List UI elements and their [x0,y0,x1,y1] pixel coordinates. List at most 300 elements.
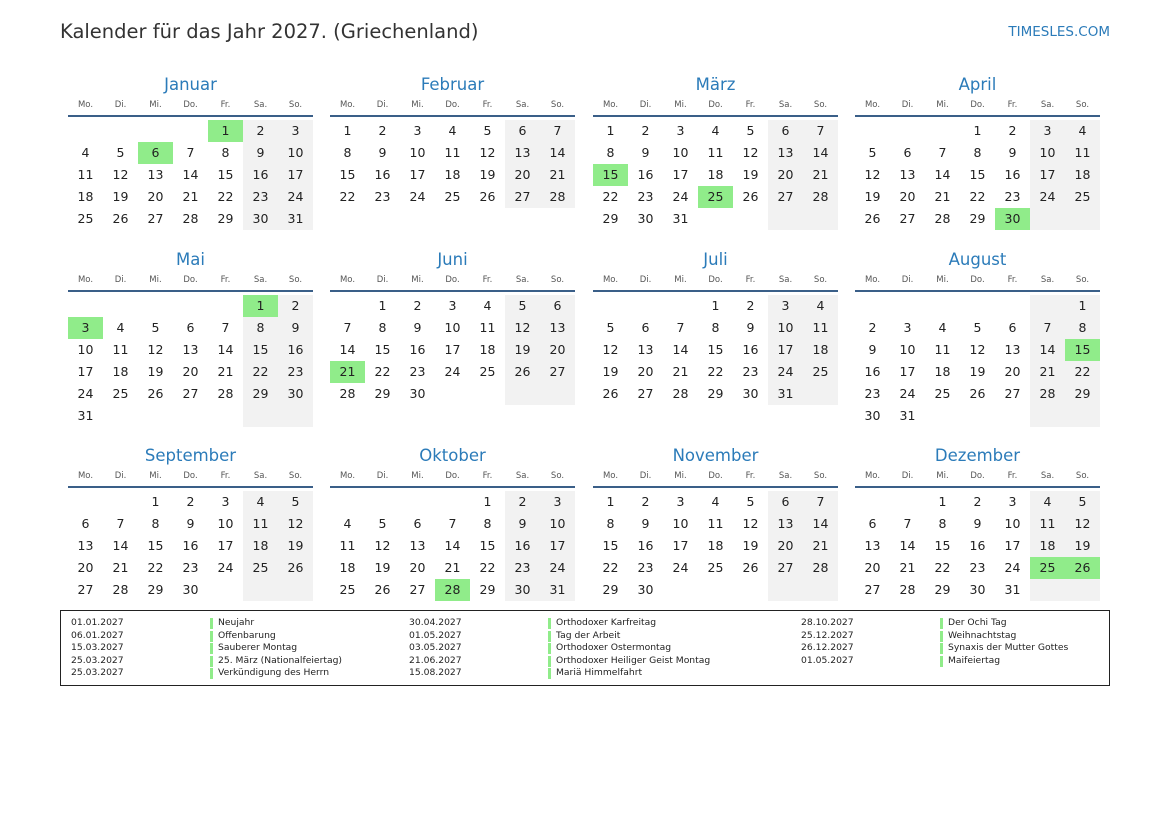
day-cell[interactable]: 7 [186,145,195,160]
day-cell[interactable]: 20 [182,364,199,379]
day-cell[interactable]: 10 [899,342,916,357]
day-cell[interactable]: 24 [409,189,426,204]
day-cell[interactable]: 18 [934,364,951,379]
day-cell[interactable]: 21 [899,560,916,575]
day-cell[interactable]: 29 [969,211,986,226]
day-cell[interactable]: 10 [1039,145,1056,160]
day-cell[interactable]: 22 [1074,364,1091,379]
day-cell[interactable]: 19 [602,364,619,379]
day-cell[interactable]: 2 [378,123,387,138]
day-cell[interactable]: 27 [182,386,199,401]
day-cell[interactable]: 4 [1043,494,1052,509]
day-cell[interactable]: 2 [186,494,195,509]
day-cell[interactable]: 16 [637,167,654,182]
day-cell[interactable]: 11 [1074,145,1091,160]
day-cell[interactable]: 2 [1008,123,1017,138]
day-cell[interactable]: 3 [413,123,422,138]
day-cell[interactable]: 7 [816,494,825,509]
day-cell[interactable]: 10 [287,145,304,160]
day-cell[interactable]: 11 [77,167,94,182]
day-cell[interactable]: 16 [864,364,881,379]
day-cell[interactable]: 3 [448,298,457,313]
day-cell[interactable]: 5 [378,516,387,531]
day-cell[interactable]: 31 [77,408,94,423]
day-cell[interactable]: 6 [781,494,790,509]
day-cell[interactable]: 6 [903,145,912,160]
day-cell[interactable]: 23 [409,364,426,379]
day-cell[interactable]: 31 [777,386,794,401]
day-cell[interactable]: 14 [934,167,951,182]
day-cell[interactable]: 22 [602,189,619,204]
day-cell[interactable]: 6 [641,320,650,335]
day-cell[interactable]: 21 [112,560,129,575]
day-cell[interactable]: 21 [217,364,234,379]
day-cell[interactable]: 30 [742,386,759,401]
day-cell[interactable]: 12 [1074,516,1091,531]
day-cell[interactable]: 11 [112,342,129,357]
day-cell[interactable]: 22 [707,364,724,379]
day-cell[interactable]: 4 [256,494,265,509]
day-cell[interactable]: 7 [903,516,912,531]
day-cell[interactable]: 16 [252,167,269,182]
day-cell[interactable]: 23 [374,189,391,204]
day-cell[interactable]: 21 [182,189,199,204]
day-cell[interactable]: 12 [602,342,619,357]
day-cell[interactable]: 10 [549,516,566,531]
day-cell[interactable]: 7 [816,123,825,138]
day-cell[interactable]: 26 [112,211,129,226]
day-cell[interactable]: 28 [549,189,566,204]
holiday-day-cell[interactable]: 1 [208,120,243,142]
day-cell[interactable]: 1 [1078,298,1087,313]
day-cell[interactable]: 8 [973,145,982,160]
day-cell[interactable]: 20 [77,560,94,575]
day-cell[interactable]: 3 [221,494,230,509]
day-cell[interactable]: 21 [812,167,829,182]
day-cell[interactable]: 26 [374,582,391,597]
day-cell[interactable]: 4 [711,123,720,138]
day-cell[interactable]: 5 [518,298,527,313]
day-cell[interactable]: 28 [217,386,234,401]
day-cell[interactable]: 18 [444,167,461,182]
day-cell[interactable]: 3 [676,494,685,509]
day-cell[interactable]: 28 [812,560,829,575]
day-cell[interactable]: 8 [483,516,492,531]
day-cell[interactable]: 23 [637,560,654,575]
day-cell[interactable]: 12 [742,516,759,531]
day-cell[interactable]: 1 [973,123,982,138]
day-cell[interactable]: 20 [147,189,164,204]
day-cell[interactable]: 13 [514,145,531,160]
day-cell[interactable]: 19 [287,538,304,553]
day-cell[interactable]: 15 [602,538,619,553]
day-cell[interactable]: 17 [549,538,566,553]
day-cell[interactable]: 11 [707,145,724,160]
holiday-day-cell[interactable]: 25 [698,186,733,208]
day-cell[interactable]: 22 [252,364,269,379]
day-cell[interactable]: 1 [343,123,352,138]
day-cell[interactable]: 30 [252,211,269,226]
day-cell[interactable]: 10 [672,145,689,160]
day-cell[interactable]: 27 [77,582,94,597]
day-cell[interactable]: 11 [444,145,461,160]
day-cell[interactable]: 29 [147,582,164,597]
day-cell[interactable]: 5 [291,494,300,509]
day-cell[interactable]: 9 [256,145,265,160]
day-cell[interactable]: 8 [1078,320,1087,335]
day-cell[interactable]: 18 [1074,167,1091,182]
day-cell[interactable]: 30 [637,211,654,226]
day-cell[interactable]: 17 [77,364,94,379]
day-cell[interactable]: 20 [637,364,654,379]
day-cell[interactable]: 14 [112,538,129,553]
day-cell[interactable]: 22 [217,189,234,204]
day-cell[interactable]: 13 [1004,342,1021,357]
day-cell[interactable]: 10 [777,320,794,335]
day-cell[interactable]: 30 [182,582,199,597]
day-cell[interactable]: 30 [287,386,304,401]
day-cell[interactable]: 17 [217,538,234,553]
day-cell[interactable]: 9 [413,320,422,335]
day-cell[interactable]: 12 [514,320,531,335]
holiday-day-cell[interactable]: 3 [68,317,103,339]
day-cell[interactable]: 24 [287,189,304,204]
day-cell[interactable]: 27 [777,189,794,204]
day-cell[interactable]: 23 [514,560,531,575]
day-cell[interactable]: 19 [112,189,129,204]
day-cell[interactable]: 15 [339,167,356,182]
day-cell[interactable]: 4 [711,494,720,509]
day-cell[interactable]: 20 [514,167,531,182]
day-cell[interactable]: 25 [77,211,94,226]
day-cell[interactable]: 6 [413,516,422,531]
day-cell[interactable]: 23 [637,189,654,204]
day-cell[interactable]: 12 [147,342,164,357]
day-cell[interactable]: 21 [444,560,461,575]
day-cell[interactable]: 11 [339,538,356,553]
day-cell[interactable]: 20 [549,342,566,357]
day-cell[interactable]: 31 [1004,582,1021,597]
day-cell[interactable]: 8 [378,320,387,335]
day-cell[interactable]: 8 [711,320,720,335]
holiday-day-cell[interactable]: 28 [435,579,470,601]
day-cell[interactable]: 24 [549,560,566,575]
day-cell[interactable]: 24 [77,386,94,401]
day-cell[interactable]: 7 [553,123,562,138]
day-cell[interactable]: 18 [812,342,829,357]
day-cell[interactable]: 25 [479,364,496,379]
day-cell[interactable]: 29 [479,582,496,597]
day-cell[interactable]: 27 [899,211,916,226]
day-cell[interactable]: 15 [252,342,269,357]
day-cell[interactable]: 13 [409,538,426,553]
day-cell[interactable]: 14 [217,342,234,357]
day-cell[interactable]: 11 [1039,516,1056,531]
day-cell[interactable]: 28 [182,211,199,226]
day-cell[interactable]: 3 [903,320,912,335]
day-cell[interactable]: 9 [291,320,300,335]
day-cell[interactable]: 6 [518,123,527,138]
day-cell[interactable]: 8 [606,145,615,160]
day-cell[interactable]: 16 [409,342,426,357]
day-cell[interactable]: 3 [1043,123,1052,138]
day-cell[interactable]: 12 [864,167,881,182]
day-cell[interactable]: 11 [812,320,829,335]
day-cell[interactable]: 26 [742,189,759,204]
day-cell[interactable]: 26 [287,560,304,575]
day-cell[interactable]: 9 [186,516,195,531]
day-cell[interactable]: 14 [1039,342,1056,357]
day-cell[interactable]: 23 [864,386,881,401]
day-cell[interactable]: 17 [777,342,794,357]
day-cell[interactable]: 14 [812,516,829,531]
holiday-day-cell[interactable]: 26 [1065,557,1100,579]
day-cell[interactable]: 6 [781,123,790,138]
day-cell[interactable]: 4 [343,516,352,531]
day-cell[interactable]: 12 [742,145,759,160]
day-cell[interactable]: 9 [378,145,387,160]
day-cell[interactable]: 7 [448,516,457,531]
day-cell[interactable]: 27 [1004,386,1021,401]
day-cell[interactable]: 1 [606,494,615,509]
day-cell[interactable]: 22 [147,560,164,575]
day-cell[interactable]: 17 [444,342,461,357]
day-cell[interactable]: 25 [444,189,461,204]
holiday-day-cell[interactable]: 21 [330,361,365,383]
day-cell[interactable]: 17 [899,364,916,379]
day-cell[interactable]: 27 [514,189,531,204]
day-cell[interactable]: 17 [672,538,689,553]
day-cell[interactable]: 4 [938,320,947,335]
day-cell[interactable]: 2 [746,298,755,313]
day-cell[interactable]: 19 [374,560,391,575]
day-cell[interactable]: 19 [864,189,881,204]
day-cell[interactable]: 20 [1004,364,1021,379]
day-cell[interactable]: 18 [479,342,496,357]
day-cell[interactable]: 5 [1078,494,1087,509]
day-cell[interactable]: 11 [934,342,951,357]
day-cell[interactable]: 16 [969,538,986,553]
day-cell[interactable]: 18 [339,560,356,575]
day-cell[interactable]: 3 [781,298,790,313]
day-cell[interactable]: 3 [291,123,300,138]
day-cell[interactable]: 29 [934,582,951,597]
day-cell[interactable]: 26 [514,364,531,379]
day-cell[interactable]: 24 [672,189,689,204]
day-cell[interactable]: 14 [444,538,461,553]
day-cell[interactable]: 5 [746,123,755,138]
day-cell[interactable]: 16 [182,538,199,553]
day-cell[interactable]: 21 [549,167,566,182]
day-cell[interactable]: 27 [777,560,794,575]
day-cell[interactable]: 14 [549,145,566,160]
day-cell[interactable]: 25 [339,582,356,597]
day-cell[interactable]: 31 [549,582,566,597]
day-cell[interactable]: 15 [479,538,496,553]
day-cell[interactable]: 27 [637,386,654,401]
day-cell[interactable]: 24 [1004,560,1021,575]
day-cell[interactable]: 10 [409,145,426,160]
day-cell[interactable]: 4 [116,320,125,335]
day-cell[interactable]: 2 [291,298,300,313]
day-cell[interactable]: 13 [549,320,566,335]
day-cell[interactable]: 20 [864,560,881,575]
day-cell[interactable]: 17 [1039,167,1056,182]
site-link[interactable]: TIMESLES.COM [1008,24,1110,40]
day-cell[interactable]: 29 [602,582,619,597]
holiday-day-cell[interactable]: 15 [1065,339,1100,361]
day-cell[interactable]: 26 [602,386,619,401]
day-cell[interactable]: 26 [742,560,759,575]
day-cell[interactable]: 19 [479,167,496,182]
day-cell[interactable]: 14 [812,145,829,160]
day-cell[interactable]: 19 [969,364,986,379]
day-cell[interactable]: 2 [641,494,650,509]
day-cell[interactable]: 9 [641,145,650,160]
day-cell[interactable]: 13 [899,167,916,182]
day-cell[interactable]: 1 [938,494,947,509]
day-cell[interactable]: 29 [707,386,724,401]
day-cell[interactable]: 1 [606,123,615,138]
day-cell[interactable]: 14 [899,538,916,553]
day-cell[interactable]: 7 [221,320,230,335]
day-cell[interactable]: 22 [602,560,619,575]
day-cell[interactable]: 22 [934,560,951,575]
day-cell[interactable]: 25 [707,560,724,575]
day-cell[interactable]: 5 [973,320,982,335]
day-cell[interactable]: 4 [1078,123,1087,138]
holiday-day-cell[interactable]: 30 [995,208,1030,230]
day-cell[interactable]: 13 [777,145,794,160]
day-cell[interactable]: 17 [409,167,426,182]
day-cell[interactable]: 26 [147,386,164,401]
day-cell[interactable]: 6 [868,516,877,531]
day-cell[interactable]: 19 [742,167,759,182]
day-cell[interactable]: 13 [864,538,881,553]
day-cell[interactable]: 28 [934,211,951,226]
day-cell[interactable]: 2 [868,320,877,335]
day-cell[interactable]: 9 [641,516,650,531]
day-cell[interactable]: 21 [812,538,829,553]
day-cell[interactable]: 19 [147,364,164,379]
day-cell[interactable]: 23 [287,364,304,379]
day-cell[interactable]: 15 [147,538,164,553]
day-cell[interactable]: 27 [147,211,164,226]
day-cell[interactable]: 17 [287,167,304,182]
day-cell[interactable]: 29 [217,211,234,226]
day-cell[interactable]: 29 [1074,386,1091,401]
day-cell[interactable]: 24 [899,386,916,401]
day-cell[interactable]: 7 [1043,320,1052,335]
day-cell[interactable]: 31 [899,408,916,423]
day-cell[interactable]: 9 [1008,145,1017,160]
day-cell[interactable]: 17 [672,167,689,182]
day-cell[interactable]: 6 [1008,320,1017,335]
day-cell[interactable]: 20 [777,167,794,182]
day-cell[interactable]: 19 [1074,538,1091,553]
day-cell[interactable]: 9 [746,320,755,335]
day-cell[interactable]: 19 [514,342,531,357]
day-cell[interactable]: 21 [934,189,951,204]
day-cell[interactable]: 20 [777,538,794,553]
day-cell[interactable]: 26 [969,386,986,401]
day-cell[interactable]: 14 [339,342,356,357]
day-cell[interactable]: 24 [777,364,794,379]
day-cell[interactable]: 15 [934,538,951,553]
day-cell[interactable]: 21 [672,364,689,379]
day-cell[interactable]: 4 [483,298,492,313]
day-cell[interactable]: 10 [672,516,689,531]
day-cell[interactable]: 9 [518,516,527,531]
day-cell[interactable]: 27 [409,582,426,597]
holiday-day-cell[interactable]: 6 [138,142,173,164]
day-cell[interactable]: 16 [287,342,304,357]
day-cell[interactable]: 18 [1039,538,1056,553]
day-cell[interactable]: 8 [938,516,947,531]
day-cell[interactable]: 12 [287,516,304,531]
day-cell[interactable]: 8 [151,516,160,531]
day-cell[interactable]: 10 [217,516,234,531]
day-cell[interactable]: 12 [112,167,129,182]
day-cell[interactable]: 2 [256,123,265,138]
day-cell[interactable]: 15 [217,167,234,182]
day-cell[interactable]: 25 [934,386,951,401]
day-cell[interactable]: 24 [672,560,689,575]
day-cell[interactable]: 28 [899,582,916,597]
day-cell[interactable]: 13 [77,538,94,553]
holiday-day-cell[interactable]: 25 [1030,557,1065,579]
day-cell[interactable]: 10 [77,342,94,357]
day-cell[interactable]: 28 [812,189,829,204]
day-cell[interactable]: 5 [746,494,755,509]
day-cell[interactable]: 1 [378,298,387,313]
day-cell[interactable]: 18 [707,538,724,553]
day-cell[interactable]: 2 [641,123,650,138]
day-cell[interactable]: 27 [549,364,566,379]
day-cell[interactable]: 11 [252,516,269,531]
day-cell[interactable]: 11 [479,320,496,335]
day-cell[interactable]: 3 [676,123,685,138]
day-cell[interactable]: 4 [448,123,457,138]
day-cell[interactable]: 21 [1039,364,1056,379]
day-cell[interactable]: 14 [672,342,689,357]
day-cell[interactable]: 12 [374,538,391,553]
day-cell[interactable]: 29 [602,211,619,226]
day-cell[interactable]: 5 [868,145,877,160]
day-cell[interactable]: 25 [1074,189,1091,204]
day-cell[interactable]: 25 [112,386,129,401]
day-cell[interactable]: 28 [339,386,356,401]
day-cell[interactable]: 31 [287,211,304,226]
day-cell[interactable]: 8 [343,145,352,160]
day-cell[interactable]: 22 [374,364,391,379]
day-cell[interactable]: 4 [816,298,825,313]
day-cell[interactable]: 15 [707,342,724,357]
day-cell[interactable]: 24 [444,364,461,379]
day-cell[interactable]: 20 [409,560,426,575]
day-cell[interactable]: 25 [252,560,269,575]
day-cell[interactable]: 23 [742,364,759,379]
day-cell[interactable]: 22 [339,189,356,204]
day-cell[interactable]: 1 [711,298,720,313]
day-cell[interactable]: 18 [77,189,94,204]
day-cell[interactable]: 28 [112,582,129,597]
day-cell[interactable]: 30 [969,582,986,597]
day-cell[interactable]: 23 [969,560,986,575]
day-cell[interactable]: 4 [81,145,90,160]
day-cell[interactable]: 23 [182,560,199,575]
day-cell[interactable]: 13 [637,342,654,357]
